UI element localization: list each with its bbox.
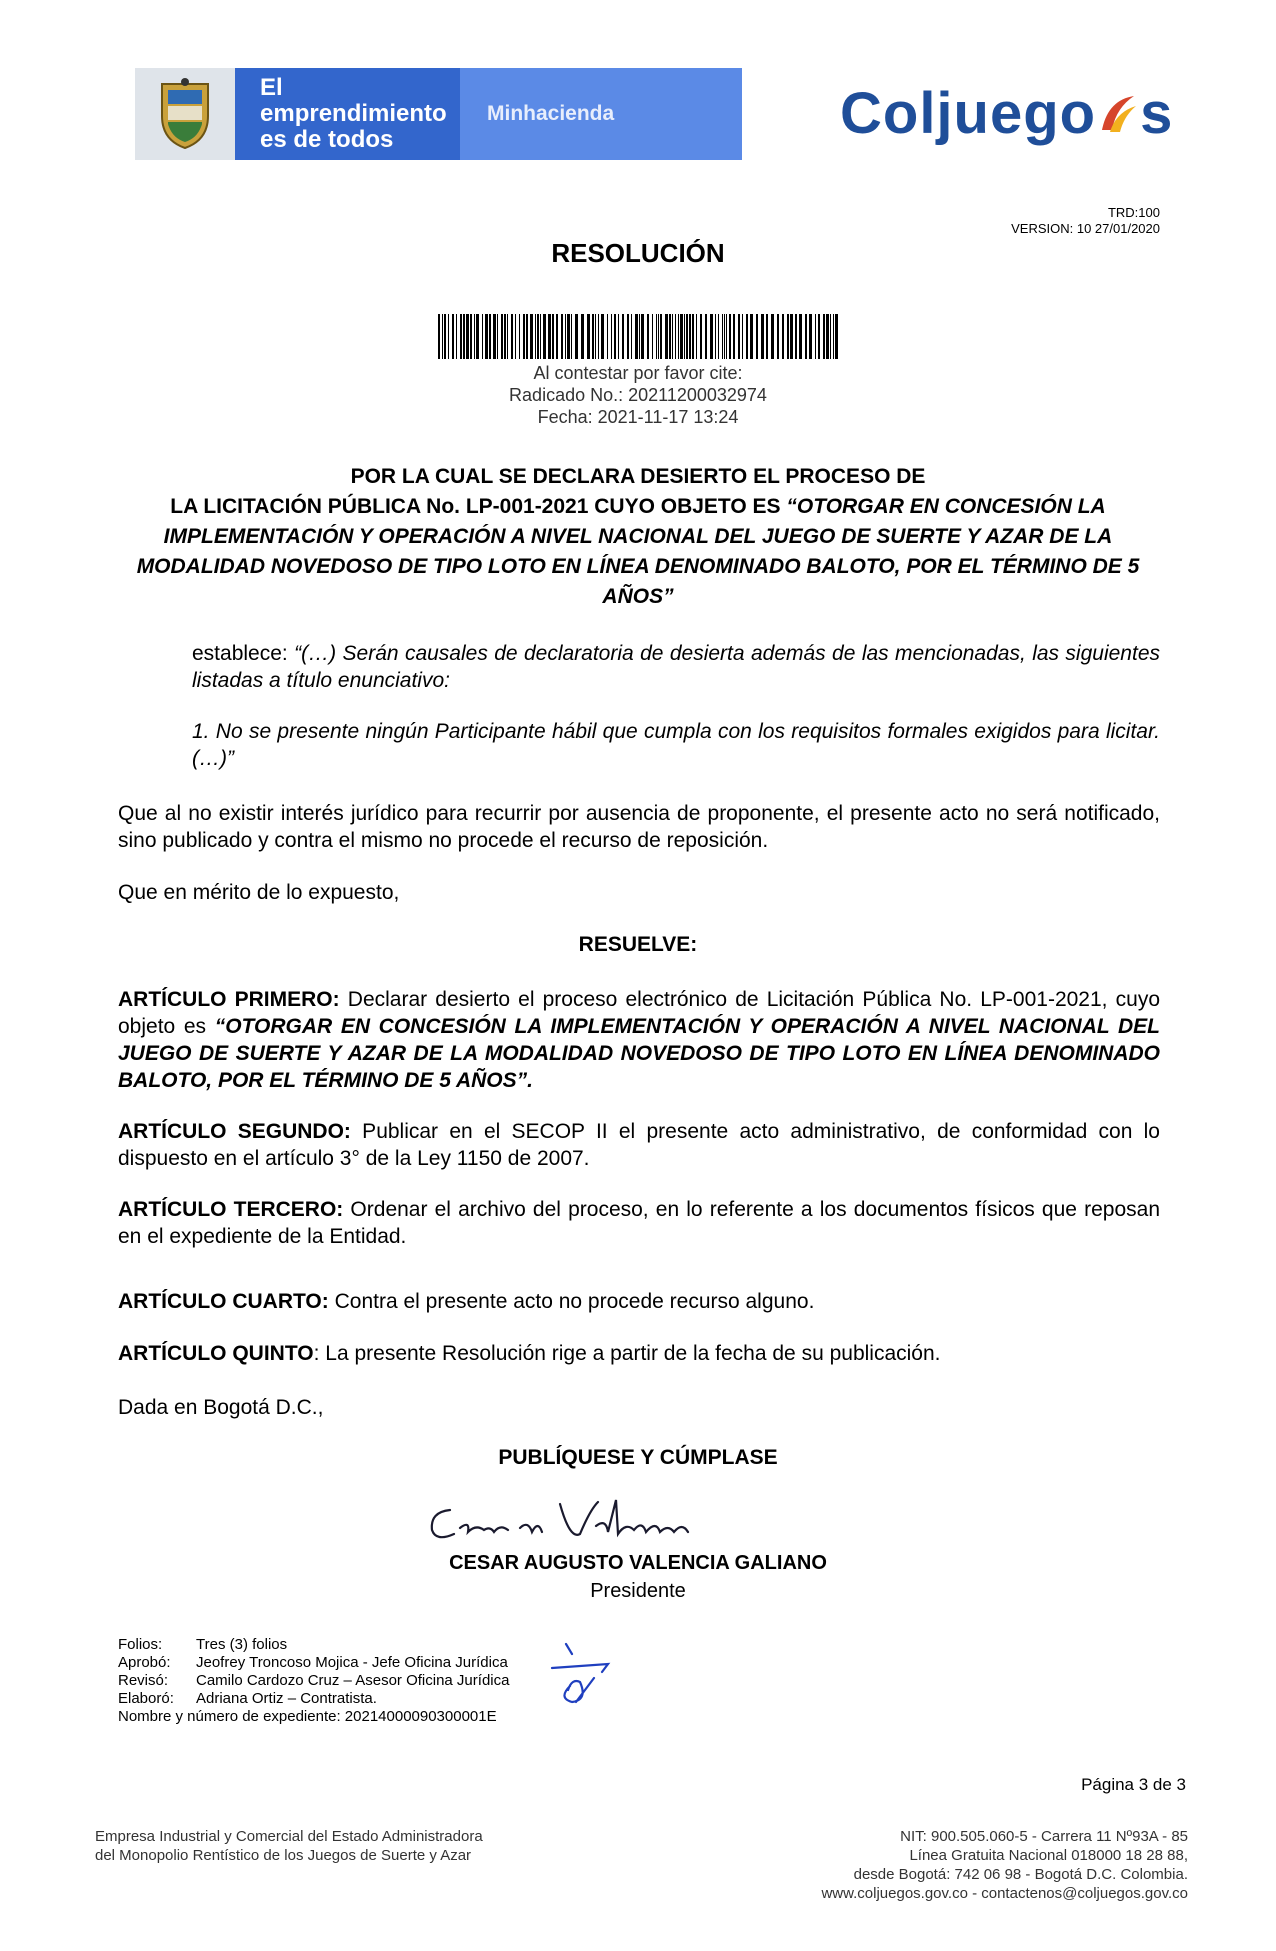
signer-name: CESAR AUGUSTO VALENCIA GALIANO	[449, 1552, 827, 1574]
meta-label: Revisó:	[118, 1672, 169, 1689]
footer-right-line-1: NIT: 900.505.060-5 - Carrera 11 Nº93A - 85	[900, 1828, 1188, 1845]
barcode-bar	[556, 314, 558, 359]
barcode-bar	[561, 314, 563, 359]
cite-line-2: Radicado No.: 20211200032974	[509, 385, 767, 405]
barcode-bar	[485, 314, 488, 359]
barcode-bar	[771, 314, 774, 359]
version-code: VERSION: 10 27/01/2020	[1011, 221, 1160, 236]
barcode-bar	[548, 314, 551, 359]
barcode-bar	[515, 314, 516, 359]
slogan-line-2: es de todos	[260, 126, 394, 153]
barcode-bar	[639, 314, 640, 359]
footer-contact	[821, 1827, 1188, 1903]
barcode-bar	[746, 314, 748, 359]
article-1	[118, 986, 1160, 1094]
subject-line-2: LA LICITACIÓN PÚBLICA No. LP-001-2021 CUYO OBJETO ES	[170, 495, 787, 518]
article-4	[118, 1288, 1160, 1315]
barcode-bar	[777, 314, 779, 359]
barcode-bar	[571, 314, 572, 359]
barcode-bar	[614, 314, 616, 359]
barcode-bar	[627, 314, 629, 359]
barcode-bar	[595, 314, 596, 359]
barcode-bar	[835, 314, 838, 359]
barcode-bar	[738, 314, 740, 359]
cite-line-3: Fecha: 2021-11-17 13:24	[537, 407, 739, 427]
publiquese-heading: PUBLÍQUESE Y CÚMPLASE	[498, 1446, 778, 1469]
resolution-subject	[116, 462, 1160, 612]
barcode-bar	[665, 314, 668, 359]
barcode-bar	[833, 314, 834, 359]
barcode-bar	[442, 314, 443, 359]
expediente: Nombre y número de expediente: 20214000090300001E	[118, 1708, 497, 1725]
logo-text-a: Colj	[840, 81, 954, 146]
barcode-bar	[501, 314, 503, 359]
paragraph-interest: Que al no existir interés jurídico para recurrir por ausencia de proponente, el presente acto no será notificado, sino publicado y contra el mismo no procede el recurso de reposición.	[118, 802, 1160, 852]
barcode-bar	[660, 314, 662, 359]
footer-right-line-3: desde Bogotá: 742 06 98 - Bogotá D.C. Colombia.	[853, 1866, 1188, 1883]
article-4-label: ARTÍCULO CUARTO:	[118, 1290, 329, 1313]
ministry-label: Minhacienda	[460, 68, 742, 160]
trd-code: TRD:100	[1107, 205, 1160, 220]
quote-1-lead: establece:	[192, 642, 295, 665]
barcode-bar	[750, 314, 753, 359]
meta-row	[118, 1654, 509, 1672]
barcode-bar	[592, 314, 594, 359]
meta-row	[118, 1636, 509, 1654]
barcode-bar	[530, 314, 533, 359]
quote-2-text: 1. No se presente ningún Participante hábil que cumpla con los requisitos formales exigidos para licitar. (…)”	[192, 720, 1160, 770]
barcode-bar	[684, 314, 685, 359]
cite-line-1: Al contestar por favor cite:	[533, 363, 743, 383]
barcode-bar	[742, 314, 743, 359]
barcode-bar	[482, 314, 483, 359]
barcode-bar	[537, 314, 539, 359]
barcode-bar	[823, 314, 825, 359]
barcode-bar	[575, 314, 578, 359]
barcode-bar	[766, 314, 768, 359]
barcode-bar	[444, 314, 446, 359]
barcode-bar	[686, 314, 688, 359]
barcode-bar	[710, 314, 713, 359]
quote-1-text: “(…) Serán causales de declaratoria de desierta además de las mencionadas, las siguientes listadas a título enunciativo:	[192, 642, 1160, 692]
barcode-bar	[507, 314, 508, 359]
article-2	[118, 1118, 1160, 1172]
barcode-bar	[618, 314, 619, 359]
barcode-bar	[805, 314, 807, 359]
barcode-bar	[724, 314, 725, 359]
barcode-bar	[587, 314, 590, 359]
barcode-bar	[540, 314, 541, 359]
coat-of-arms-icon	[135, 68, 235, 160]
barcode-bar	[700, 314, 702, 359]
barcode-bar	[790, 314, 793, 359]
barcode-icon	[438, 314, 838, 359]
barcode-bar	[692, 314, 694, 359]
meta-value: Adriana Ortiz – Contratista.	[196, 1690, 377, 1707]
barcode-bar	[497, 314, 498, 359]
barcode-bar	[476, 314, 479, 359]
barcode-bar	[809, 314, 812, 359]
meta-label: Elaboró:	[118, 1690, 174, 1707]
barcode-bar	[504, 314, 506, 359]
barcode-bar	[761, 314, 764, 359]
barcode-bar	[678, 314, 679, 359]
barcode-bar	[470, 314, 472, 359]
barcode-bar	[489, 314, 491, 359]
barcode-bar	[696, 314, 697, 359]
barcode-bar	[726, 314, 727, 359]
barcode-bar	[535, 314, 536, 359]
meta-value: Tres (3) folios	[196, 1636, 288, 1653]
article-5	[118, 1340, 1160, 1367]
barcode-bar	[581, 314, 584, 359]
barcode-bar	[448, 314, 449, 359]
footer-right-line-2: Línea Gratuita Nacional 018000 18 28 88,	[909, 1847, 1188, 1864]
resuelve-heading: RESUELVE:	[578, 933, 698, 956]
barcode-bar	[519, 314, 520, 359]
barcode-bar	[543, 314, 546, 359]
article-1-text: Declarar desierto el proceso electrónico de Licitación Pública No. LP-001-2021, cuyo objeto es	[118, 988, 1160, 1038]
barcode-bar	[511, 314, 513, 359]
barcode-bar	[565, 314, 566, 359]
barcode-bar	[611, 314, 612, 359]
barcode-bar	[787, 314, 789, 359]
barcode-bar	[635, 314, 638, 359]
barcode-bar	[622, 314, 624, 359]
barcode-bar	[815, 314, 816, 359]
barcode-bar	[722, 314, 723, 359]
paragraph-merit: Que en mérito de lo expuesto,	[118, 881, 400, 904]
barcode-bar	[680, 314, 683, 359]
barcode-bar	[799, 314, 802, 359]
document-title: RESOLUCIÓN	[551, 238, 725, 268]
article-3	[118, 1196, 1160, 1250]
citation-block	[0, 362, 1276, 428]
barcode-bar	[675, 314, 676, 359]
logo-swoosh-icon	[1098, 90, 1138, 138]
page-number: Página 3 de 3	[1081, 1775, 1186, 1794]
gov-banner	[135, 68, 742, 160]
coljuegos-logo	[840, 80, 1173, 147]
meta-value: Jeofrey Troncoso Mojica - Jefe Oficina Jurídica	[196, 1654, 508, 1671]
meta-value: Camilo Cardozo Cruz – Asesor Oficina Jurídica	[196, 1672, 510, 1689]
article-3-label: ARTÍCULO TERCERO:	[118, 1198, 344, 1221]
footer-left-line-1: Empresa Industrial y Comercial del Estado Administradora	[95, 1828, 483, 1845]
article-5-label: ARTÍCULO QUINTO	[118, 1342, 314, 1365]
article-2-label: ARTÍCULO SEGUNDO:	[118, 1120, 351, 1143]
barcode-bar	[830, 314, 831, 359]
barcode-bar	[756, 314, 758, 359]
footer-entity	[95, 1827, 483, 1865]
meta-label: Folios:	[118, 1636, 163, 1653]
logo-text-b: uego	[953, 81, 1097, 146]
meta-row	[118, 1690, 509, 1708]
initials-icon	[548, 1638, 618, 1708]
approval-block	[118, 1636, 509, 1726]
slogan	[235, 68, 460, 160]
barcode-bar	[647, 314, 649, 359]
barcode-bar	[672, 314, 673, 359]
barcode-bar	[452, 314, 454, 359]
quote-paragraph-1	[192, 640, 1160, 694]
article-3-text: Ordenar el archivo del proceso, en lo referente a los documentos físicos que reposan en el expediente de la Entidad.	[118, 1198, 1160, 1248]
barcode-bar	[715, 314, 716, 359]
quote-paragraph-2	[192, 718, 1160, 772]
barcode-bar	[795, 314, 797, 359]
signer-role: Presidente	[590, 1580, 686, 1602]
barcode-bar	[474, 314, 475, 359]
signature-icon	[420, 1490, 760, 1550]
subject-object: “OTORGAR EN CONCESIÓN LA IMPLEMENTACIÓN Y OPERACIÓN A NIVEL NACIONAL DEL JUEGO DE SUERTE Y AZAR DE LA MODALIDAD NOVEDOSO DE TIPO LOTO EN LÍNEA DENOMINADO BALOTO, POR EL TÉRMINO DE 5 AÑOS”	[136, 495, 1140, 608]
barcode-bar	[438, 314, 440, 359]
barcode-bar	[718, 314, 719, 359]
meta-row	[118, 1672, 509, 1690]
trd-version	[1011, 205, 1160, 237]
barcode-bar	[729, 314, 731, 359]
barcode-bar	[669, 314, 671, 359]
article-1-object: “OTORGAR EN CONCESIÓN LA IMPLEMENTACIÓN Y OPERACIÓN A NIVEL NACIONAL DEL JUEGO DE SUERTE Y AZAR DE LA MODALIDAD NOVEDOSO DE TIPO LOTO EN LÍNEA DENOMINADO BALOTO, POR EL TÉRMINO DE 5 AÑOS”.	[118, 1015, 1160, 1092]
barcode-bar	[818, 314, 820, 359]
footer-left-line-2: del Monopolio Rentístico de los Juegos de Suerte y Azar	[95, 1847, 472, 1864]
barcode-bar	[656, 314, 657, 359]
barcode-bar	[658, 314, 659, 359]
barcode-bar	[552, 314, 554, 359]
barcode-bar	[523, 314, 525, 359]
barcode-bar	[466, 314, 469, 359]
article-1-label: ARTÍCULO PRIMERO:	[118, 988, 340, 1011]
barcode-bar	[652, 314, 653, 359]
barcode-bar	[705, 314, 707, 359]
barcode-bar	[526, 314, 528, 359]
article-5-text: : La presente Resolución rige a partir de la fecha de su publicación.	[313, 1342, 941, 1365]
article-4-text: Contra el presente acto no procede recurso alguno.	[328, 1290, 815, 1313]
subject-line-1: POR LA CUAL SE DECLARA DESIERTO EL PROCESO DE	[350, 465, 926, 488]
footer-website[interactable]: www.coljuegos.gov.co - contactenos@coljuegos.gov.co	[821, 1885, 1188, 1902]
slogan-line-1: El emprendimiento	[260, 74, 447, 127]
barcode-bar	[641, 314, 644, 359]
barcode-bar	[463, 314, 465, 359]
article-2-text: Publicar en el SECOP II el presente acto administrativo, de conformidad con lo dispuesto en el artículo 3° de la Ley 1150 de 2007.	[118, 1120, 1160, 1170]
barcode-bar	[598, 314, 599, 359]
barcode-bar	[601, 314, 604, 359]
barcode-bar	[456, 314, 457, 359]
barcode-bar	[733, 314, 735, 359]
barcode-bar	[567, 314, 570, 359]
dada-en: Dada en Bogotá D.C.,	[118, 1396, 324, 1419]
barcode-bar	[689, 314, 691, 359]
barcode-bar	[607, 314, 608, 359]
barcode-bar	[631, 314, 632, 359]
logo-text-c: s	[1140, 81, 1174, 146]
barcode-bar	[782, 314, 784, 359]
meta-label: Aprobó:	[118, 1654, 171, 1671]
barcode-bar	[493, 314, 496, 359]
barcode-bar	[826, 314, 829, 359]
barcode-bar	[460, 314, 462, 359]
